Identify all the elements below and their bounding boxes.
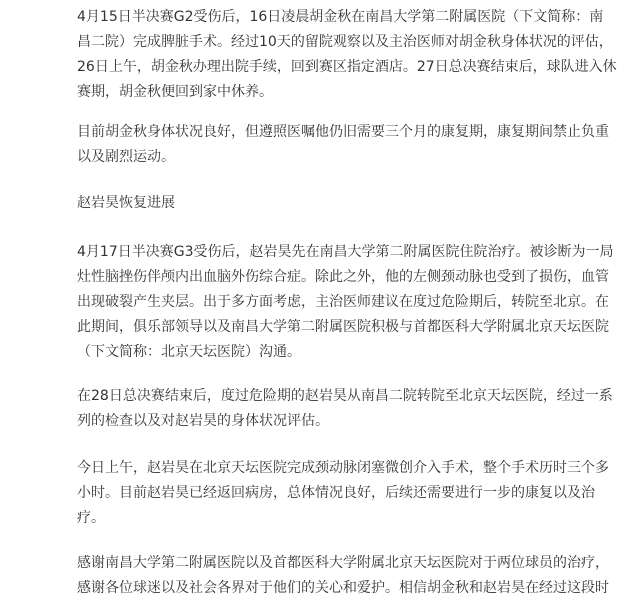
paragraph-thanks: 感谢南昌大学第二附属医院以及首都医科大学附属北京天坛医院对于两位球员的治疗，感谢各位球迷以及社会各界对于他们的关心和爱护。相信胡金秋和赵岩昊在经过这段时: [77, 555, 609, 596]
paragraph-hu-jinqiu-status: 目前胡金秋身体状况良好，但遵照医嘱他仍旧需要三个月的康复期，康复期间禁止负重以及剧烈运动。: [77, 124, 609, 165]
paragraph-hu-jinqiu-surgery: 4月15日半决赛G2受伤后，16日凌晨胡金秋在南昌大学第二附属医院（下文简称：南昌二院）完成脾脏手术。经过10天的留院观察以及主治医师对胡金秋身体状况的评估，26日上午，胡金秋办理出院手续，回到赛区指定酒店。27日总决赛结束后，球队进入休赛期，胡金秋便回到家中休养。: [77, 9, 617, 100]
paragraph-zhao-yanhao-surgery: 今日上午，赵岩昊在北京天坛医院完成颈动脉闭塞微创介入手术，整个手术历时三个多小时。目前赵岩昊已经返回病房，总体情况良好，后续还需要进行一步的康复以及治疗。: [77, 460, 609, 526]
paragraph-zhao-yanhao-injury: 4月17日半决赛G3受伤后，赵岩昊先在南昌大学第二附属医院住院治疗。被诊断为一局灶性脑挫伤伴颅内出血脑外伤综合症。除此之外，他的左侧颈动脉也受到了损伤，血管出现破裂产生夹层。出于多方面考虑，主治医师建议在度过危险期后，转院至北京。在此期间，俱乐部领导以及南昌大学第二附属医院积极与首都医科大学附属北京天坛医院（下文简称：北京天坛医院）沟通。: [77, 244, 614, 360]
paragraph-zhao-yanhao-transfer: 在28日总决赛结束后，度过危险期的赵岩昊从南昌二院转院至北京天坛医院，经过一系列的检查以及对赵岩昊的身体状况评估。: [77, 388, 613, 429]
section-heading-zhao-yanhao: 赵岩昊恢复进展: [77, 195, 175, 211]
